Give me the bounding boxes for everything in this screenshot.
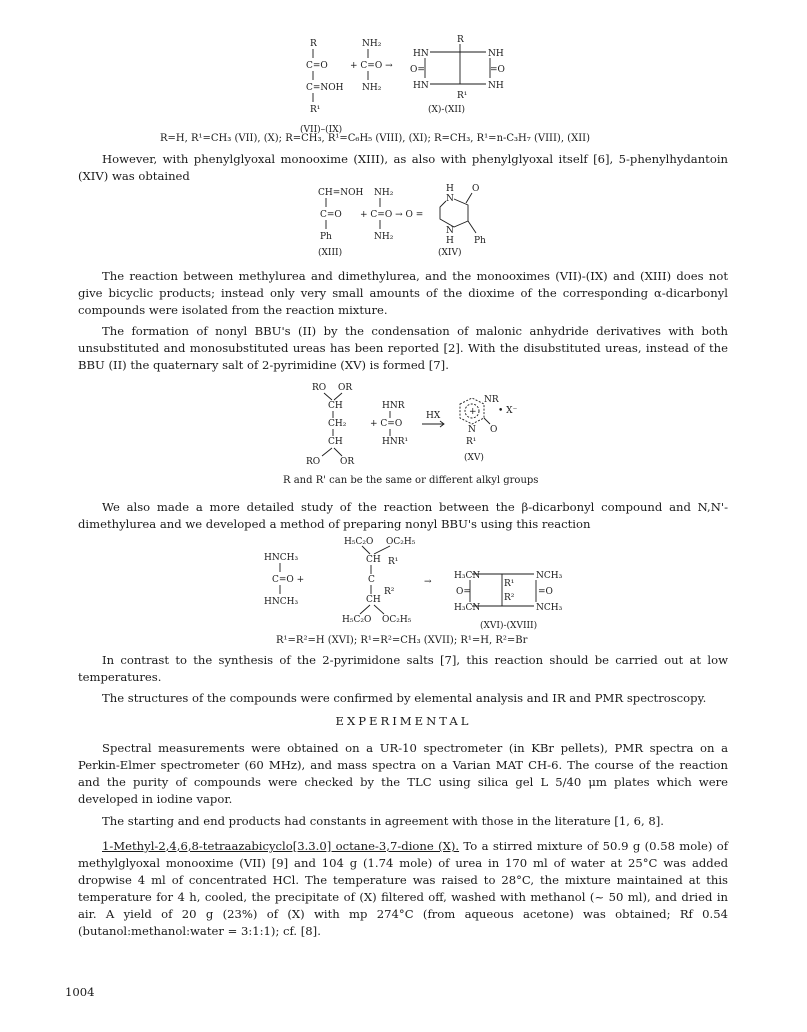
svg-text:R¹: R¹	[504, 579, 515, 589]
svg-text:O=: O=	[456, 587, 471, 597]
compound-title: 1-Methyl-2,4,6,8-tetraazabicyclo[3.3.0] octane-3,7-dione (X).	[102, 839, 460, 853]
svg-text:C=O +: C=O +	[272, 575, 305, 585]
scheme-3-caption: R and R' can be the same or different alkyl groups	[283, 475, 539, 486]
svg-text:HNR¹: HNR¹	[382, 437, 409, 447]
svg-text:+ C=O → O =: + C=O → O =	[360, 210, 424, 220]
svg-text:H: H	[446, 236, 454, 246]
svg-text:HNCH₃: HNCH₃	[264, 597, 299, 607]
svg-text:CH: CH	[328, 437, 343, 447]
svg-text:H: H	[446, 184, 454, 194]
svg-text:OR: OR	[340, 457, 355, 467]
svg-text:HNCH₃: HNCH₃	[264, 553, 299, 563]
paragraph-methylurea: The reaction between methylurea and dimethylurea, and the monooximes (VII)-(IX) and (XIII) does not give bicyclic products; instead only very small amounts of the dioxime of the corresponding α-dicarbonyl compounds were isolated from the reaction mixture.	[78, 269, 728, 317]
svg-text:+ C=O →: + C=O →	[350, 61, 393, 71]
paragraph-synthesis-x	[78, 838, 728, 940]
svg-text:CH: CH	[366, 595, 381, 605]
paragraph-phenylhydantoin: However, with phenylglyoxal monooxime (XIII), as also with phenylglyoxal itself [6], 5-phenylhydantoin (XIV) was obtained	[78, 152, 728, 183]
scheme-4-caption: R¹=R²=H (XVI); R¹=R²=CH₃ (XVII); R¹=H, R²=Br	[276, 635, 528, 646]
svg-text:R²: R²	[504, 593, 515, 603]
paragraph-structures: The structures of the compounds were confirmed by elemental analysis and IR and PMR spectroscopy.	[102, 691, 707, 705]
svg-text:N: N	[446, 194, 454, 204]
svg-text:O: O	[472, 184, 480, 194]
svg-text:NH: NH	[488, 49, 504, 59]
svg-text:Ph: Ph	[474, 236, 486, 246]
svg-text:+ C=O: + C=O	[370, 419, 403, 429]
svg-text:N: N	[446, 226, 454, 236]
svg-text:C=O: C=O	[320, 210, 342, 220]
svg-text:C=O: C=O	[306, 61, 328, 71]
svg-text:OR: OR	[338, 383, 353, 393]
svg-text:NH: NH	[488, 81, 504, 91]
svg-text:(X)-(XII): (X)-(XII)	[428, 105, 466, 115]
synthesis-procedure: To a stirred mixture of 50.9 g (0.58 mole) of methylglyoxal monooxime (VII) [9] and 104 g (1.74 mole) of urea in 170 ml of water at 25°C was added dropwise 4 ml of concentrated HCl. The temperature was raised to 28°C, the mixture maintained at this temperature for 4 h, cooled, the precipitate of (X) filtered off, washed with methanol (~ 50 ml), and dried in air. A yield of 20 g (23%) of (X) with mp 274°C (from aqueous acetone) was obtained; Rf 0.54 (butanol:methanol:water = 3:1:1); cf. [8].	[78, 839, 728, 938]
svg-text:Ph: Ph	[320, 232, 332, 242]
svg-text:NH₂: NH₂	[374, 188, 394, 198]
svg-text:R¹: R¹	[457, 91, 468, 101]
svg-text:HNR: HNR	[382, 401, 405, 411]
svg-text:H₃CN: H₃CN	[454, 603, 481, 613]
scheme-1-caption: R=H, R¹=CH₃ (VII), (X); R=CH₃, R¹=C₆H₅ (VIII), (XI); R=CH₃, R¹=n-C₃H₇ (VIII), (XII)	[160, 133, 591, 144]
svg-text:H₅C₂O: H₅C₂O	[342, 615, 372, 625]
svg-text:O: O	[490, 425, 498, 435]
svg-text:CH₂: CH₂	[328, 419, 347, 429]
scheme-1-bicyclic-synthesis	[300, 32, 540, 142]
svg-text:R¹: R¹	[310, 105, 321, 115]
svg-text:R¹: R¹	[466, 437, 477, 447]
svg-text:CH=NOH: CH=NOH	[318, 188, 364, 198]
paragraph-low-temperature: In contrast to the synthesis of the 2-pyrimidone salts [7], this reaction should be carried out at low temperatures.	[78, 653, 728, 684]
scheme-2-phenylhydantoin	[318, 183, 518, 263]
svg-text:NR: NR	[484, 395, 499, 405]
svg-text:(VII)–(IX): (VII)–(IX)	[300, 125, 343, 135]
svg-text:H₅C₂O: H₅C₂O	[344, 537, 374, 547]
svg-text:• X⁻: • X⁻	[498, 406, 518, 416]
svg-text:CH: CH	[366, 555, 381, 565]
svg-text:RO: RO	[312, 383, 327, 393]
paragraph-starting-products: The starting and end products had constants in agreement with those in the literature [1, 6, 8].	[102, 814, 664, 828]
svg-text:N: N	[468, 425, 476, 435]
svg-text:C=NOH: C=NOH	[306, 83, 344, 93]
svg-text:(XVI)-(XVIII): (XVI)-(XVIII)	[480, 621, 538, 631]
paragraph-beta-dicarbonyl: We also made a more detailed study of the reaction between the β-dicarbonyl compound and N,N'-dimethylurea and we developed a method of preparing nonyl BBU's using this reaction	[78, 500, 728, 531]
svg-text:=O: =O	[538, 587, 553, 597]
svg-text:OC₂H₅: OC₂H₅	[386, 537, 416, 547]
svg-text:NCH₃: NCH₃	[536, 603, 563, 613]
svg-text:O=: O=	[410, 65, 425, 75]
svg-text:R: R	[457, 35, 464, 45]
svg-text:→: →	[424, 577, 432, 587]
svg-text:HN: HN	[413, 81, 429, 91]
svg-text:+: +	[469, 407, 477, 417]
paragraph-spectral: Spectral measurements were obtained on a UR-10 spectrometer (in KBr pellets), PMR spectra on a Perkin-Elmer spectrometer (60 MHz), and mass spectra on a Varian MAT CH-6. The course of the reaction and the purity of compounds were checked by the TLC using silica gel L 5/40 μm plates which were developed in iodine vapor.	[78, 741, 728, 806]
svg-text:(XV): (XV)	[464, 453, 484, 463]
section-heading-experimental: EXPERIMENTAL	[335, 714, 472, 728]
scheme-3-pyrimidine-salt	[300, 380, 520, 472]
svg-text:NCH₃: NCH₃	[536, 571, 563, 581]
svg-text:HX: HX	[426, 411, 441, 421]
svg-text:C: C	[368, 575, 375, 585]
svg-text:CH: CH	[328, 401, 343, 411]
paragraph-bbu-formation: The formation of nonyl BBU's (II) by the condensation of malonic anhydride derivatives with both unsubstituted and monosubstituted ureas has been reported [2]. With the disubstituted ureas, instead of the BBU (II) the quaternary salt of 2-pyrimidine (XV) is formed [7].	[78, 324, 728, 372]
page-number: 1004	[65, 985, 95, 999]
svg-text:H₃CN: H₃CN	[454, 571, 481, 581]
svg-text:RO: RO	[306, 457, 321, 467]
svg-text:R¹: R¹	[388, 557, 399, 567]
svg-text:(XIV): (XIV)	[438, 248, 462, 258]
svg-text:=O: =O	[490, 65, 505, 75]
scheme-4-nonyl-bbu	[258, 534, 578, 634]
svg-text:(XIII): (XIII)	[318, 248, 343, 258]
svg-text:NH₂: NH₂	[374, 232, 394, 242]
svg-text:OC₂H₅: OC₂H₅	[382, 615, 412, 625]
svg-text:R: R	[310, 39, 317, 49]
svg-text:HN: HN	[413, 49, 429, 59]
svg-text:R²: R²	[384, 587, 395, 597]
svg-text:NH₂: NH₂	[362, 39, 382, 49]
svg-text:NH₂: NH₂	[362, 83, 382, 93]
